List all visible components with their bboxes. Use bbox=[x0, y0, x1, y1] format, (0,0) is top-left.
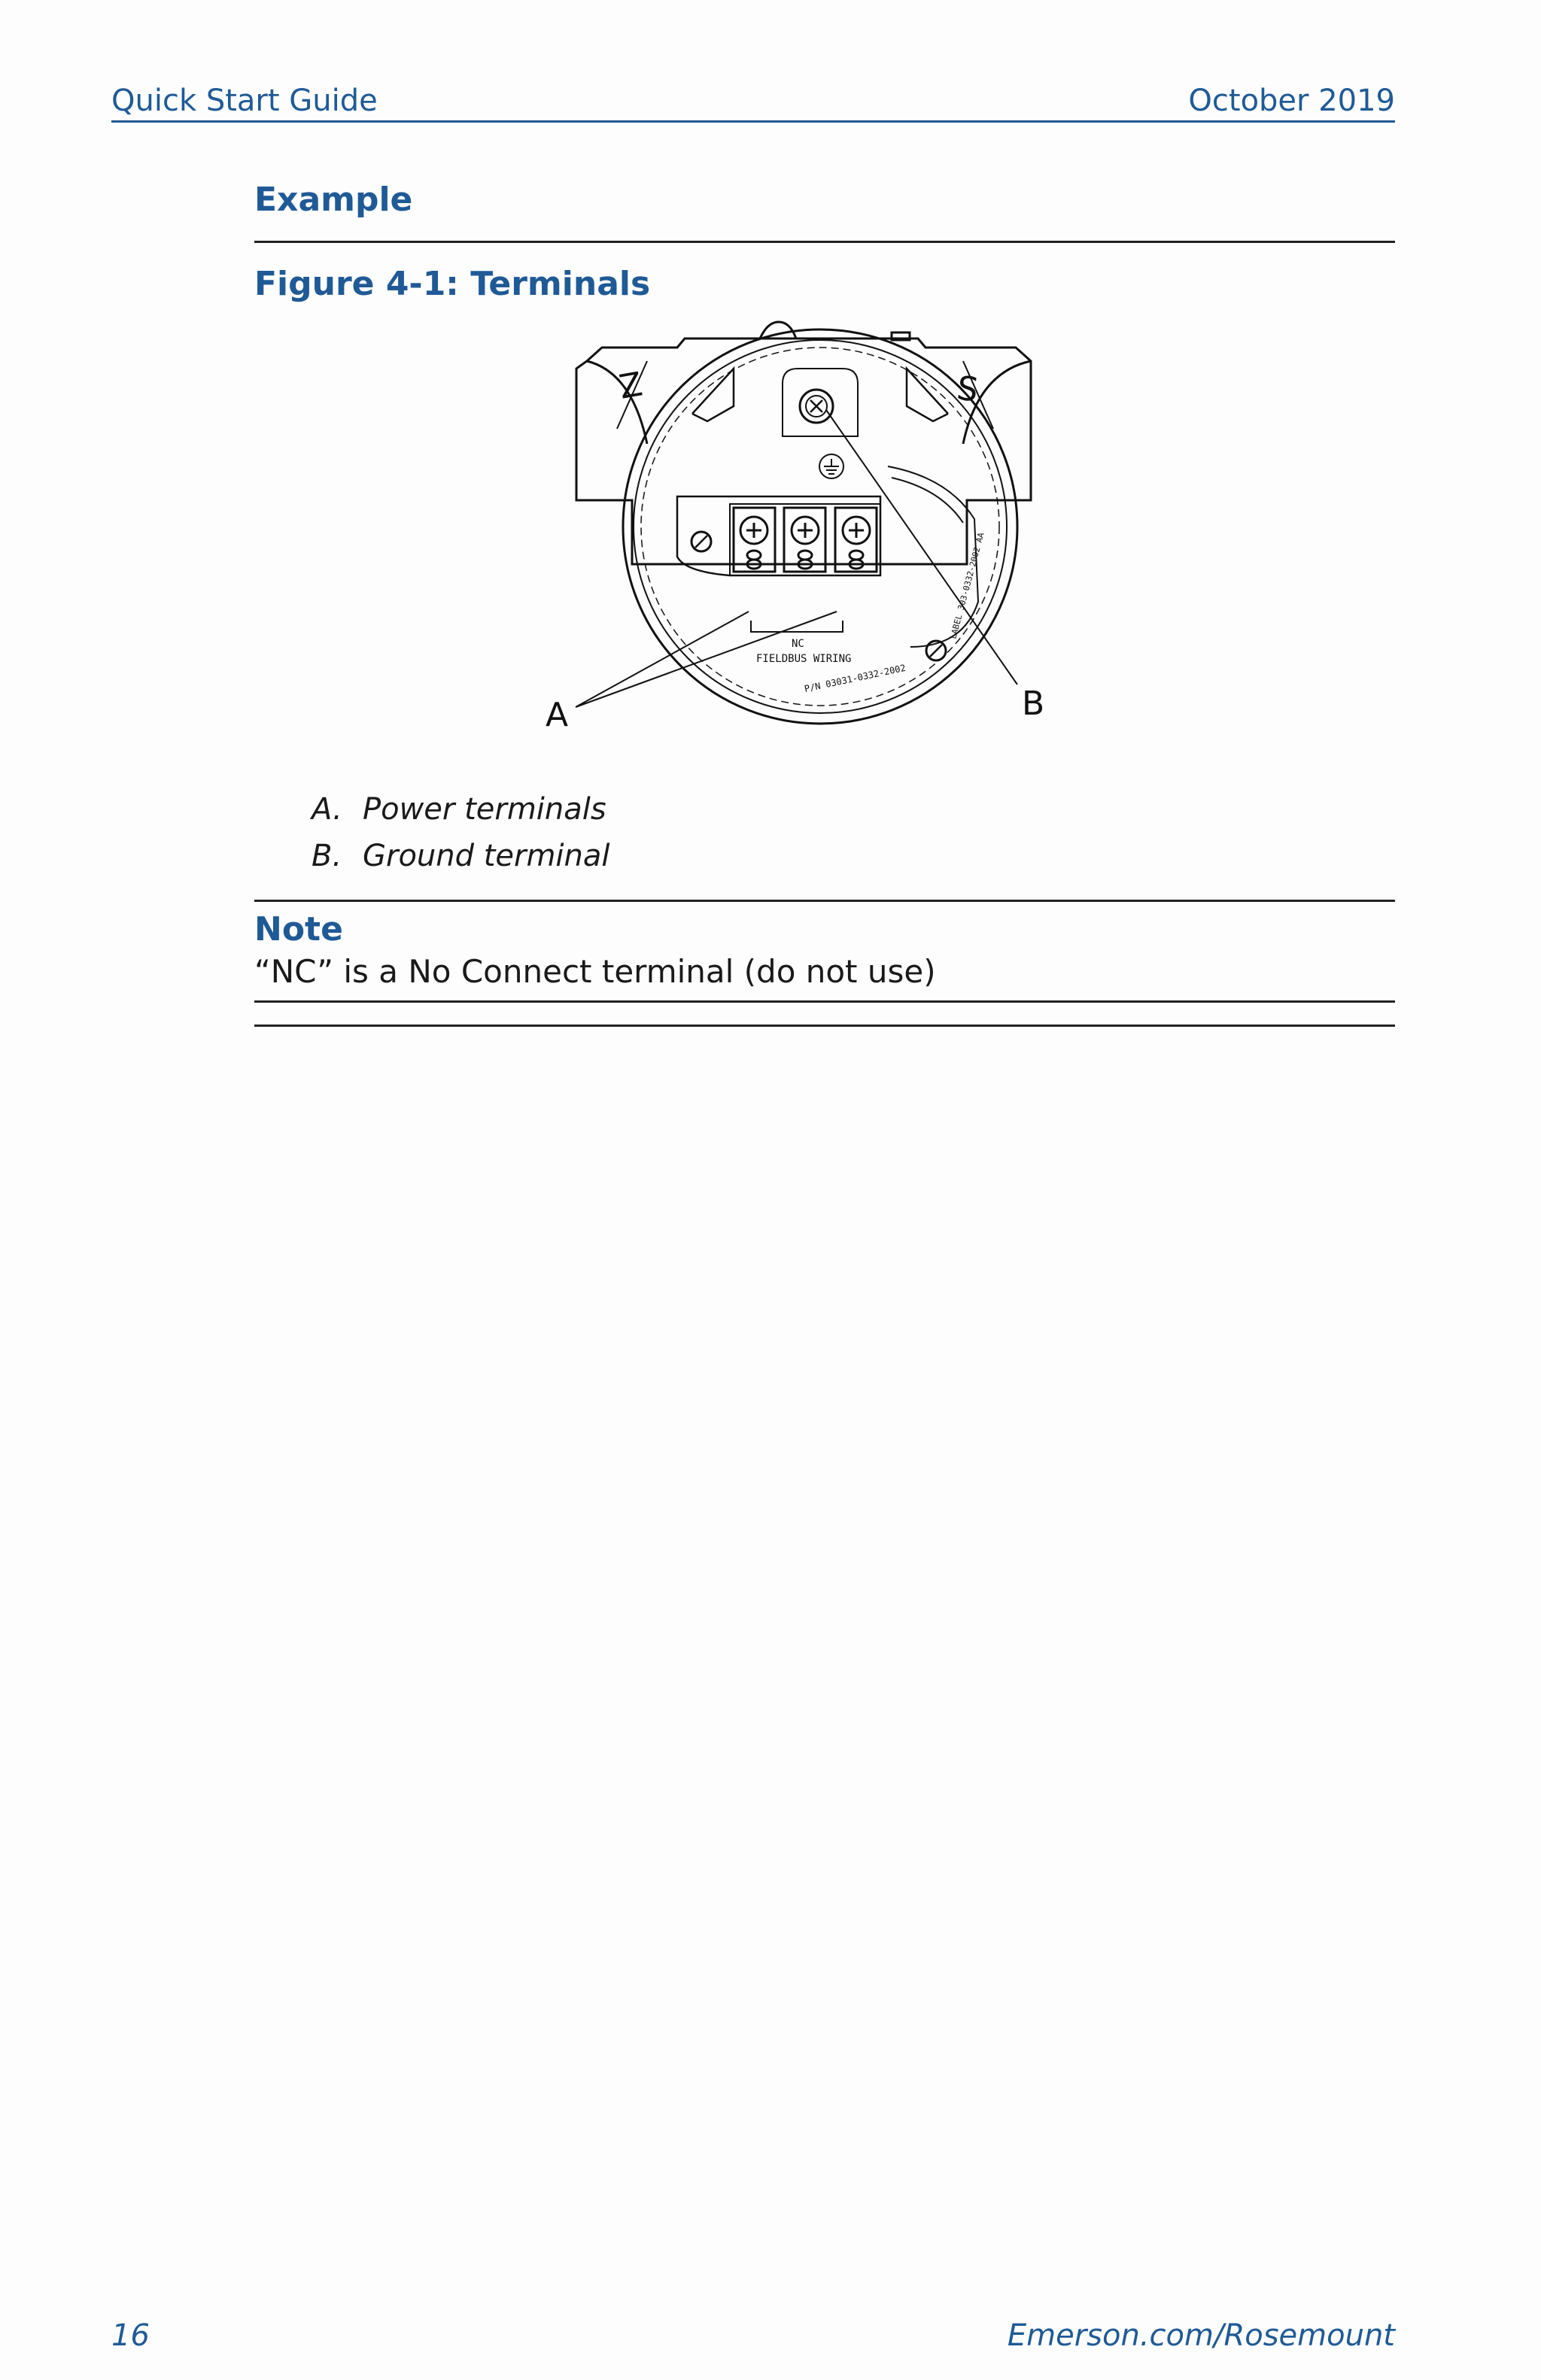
fieldbus-wiring-label: FIELDBUS WIRING bbox=[756, 653, 852, 665]
nc-label: NC bbox=[792, 638, 804, 650]
power-terminal-2 bbox=[784, 508, 825, 572]
callout-text: Power terminals bbox=[363, 792, 606, 827]
power-terminal-1 bbox=[734, 508, 775, 572]
note-top-divider bbox=[254, 900, 1395, 902]
footer-url: Emerson.com/Rosemount bbox=[1007, 2318, 1395, 2353]
nc-terminal bbox=[835, 508, 877, 572]
callout-b-leader bbox=[826, 410, 1017, 685]
section-divider bbox=[254, 241, 1395, 243]
callout-text: Ground terminal bbox=[363, 839, 610, 873]
callout-b-letter: B bbox=[1022, 685, 1045, 723]
running-header-date: October 2019 bbox=[1188, 83, 1395, 118]
callout-a-letter: A bbox=[546, 696, 569, 734]
note-bottom-divider bbox=[254, 1000, 1395, 1003]
callout-item-b bbox=[312, 838, 610, 874]
part-number-label: P/N 03031-0332-2002 bbox=[803, 662, 907, 694]
figure-title: Figure 4-1: Terminals bbox=[254, 265, 651, 303]
section-title: Example bbox=[254, 181, 413, 219]
callout-letter: B. bbox=[312, 839, 342, 873]
callout-item-a bbox=[312, 791, 606, 827]
running-header-title: Quick Start Guide bbox=[111, 83, 378, 118]
note-text: “NC” is a No Connect terminal (do not use) bbox=[254, 953, 936, 990]
header-divider bbox=[111, 120, 1395, 123]
housing-mark-z: Z bbox=[616, 365, 646, 407]
callout-letter: A. bbox=[312, 792, 342, 827]
note-title: Note bbox=[254, 910, 343, 949]
page-number: 16 bbox=[111, 2318, 150, 2353]
terminal-block-drawing bbox=[546, 316, 1129, 775]
section-end-divider bbox=[254, 1025, 1395, 1027]
housing-mark-s: S bbox=[954, 369, 981, 410]
label-number: LABEL 303-0332-2002 AA bbox=[948, 531, 986, 640]
